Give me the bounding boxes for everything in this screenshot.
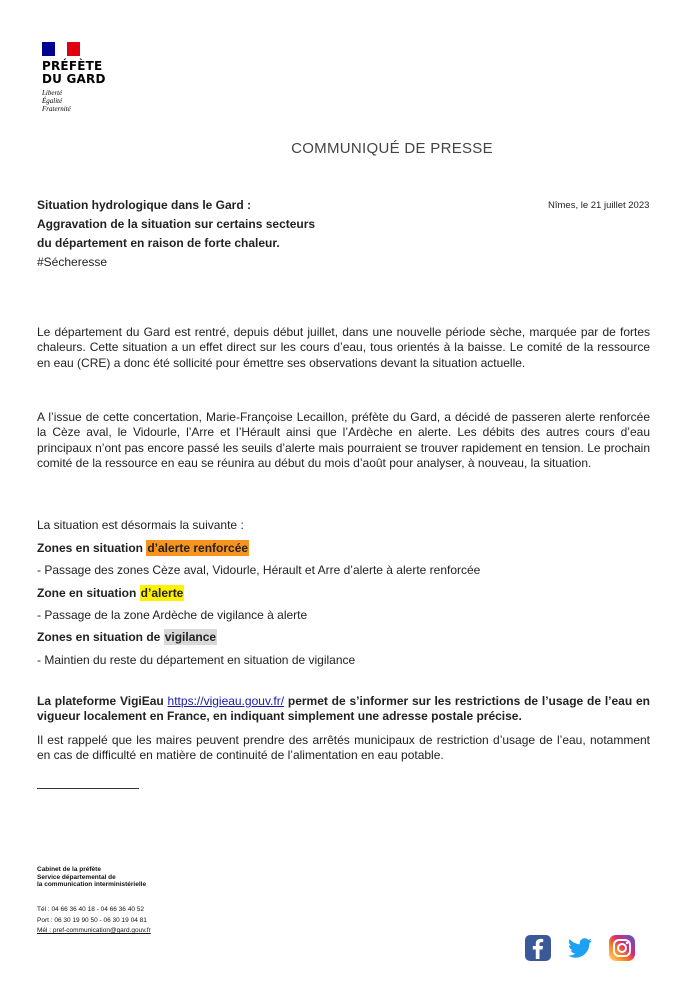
motto-liberte: Liberté [42, 89, 63, 97]
vigieau-rest: permet de s’informer sur les restrictions de l’usage de l’eau en vigueur localement en France, en indiquant simplement une adresse postale précise. [37, 694, 650, 724]
headline [37, 196, 517, 272]
marianne-flag-icon [42, 42, 80, 56]
zone-prefix: Zones en situation de [37, 630, 164, 644]
zone-title-alerte-renforcee [37, 541, 249, 555]
footer-service [37, 866, 146, 889]
zone-desc-vigilance: - Maintien du reste du département en situation de vigilance [37, 653, 356, 667]
footer-line3: la communication interministérielle [37, 881, 147, 888]
paragraph-2: A l’issue de cette concertation, Marie-Françoise Lecaillon, préfète du Gard, a décidé de passeren alerte renforcée la Cèze aval, le Vidourle, l’Arre et l’Hérault ainsi que l’Ardèche en alerte. Les débits des autres cours d’eau principaux n’ont pas encore passé les seuils d’alerte mais pourraient se trouver rapidement en tension. Le prochain comité de la ressource en eau se réunira au début du mois d’août pour analyser, à nouveau, la situation. [37, 410, 650, 470]
footer-mel[interactable]: Mél : pref-communication@gard.gouv.fr [37, 927, 151, 934]
vigieau-paragraph [37, 694, 650, 725]
vigieau-lead: La plateforme VigiEau [37, 694, 168, 708]
press-date: Nîmes, le 21 juillet 2023 [548, 200, 650, 211]
situation-intro: La situation est désormais la suivante : [37, 518, 244, 532]
facebook-icon[interactable] [524, 934, 552, 962]
vigieau-link[interactable]: https://vigieau.gouv.fr/ [167, 694, 285, 708]
zone-desc-alerte-renforcee: - Passage des zones Cèze aval, Vidourle, Hérault et Arre d’alerte à alerte renforcée [37, 563, 481, 577]
headline-line3: du département en raison de forte chaleur. [37, 236, 280, 250]
headline-line1: Situation hydrologique dans le Gard : [37, 198, 252, 212]
footer-line1: Cabinet de la préfète [37, 866, 101, 873]
zone-level-highlight: vigilance [164, 630, 217, 644]
paragraph-1: Le département du Gard est rentré, depuis début juillet, dans une nouvelle période sèche, marquée par de fortes chaleurs. Cette situation a un effet direct sur les cours d’eau, tous orientés à la baisse. Le comité de la ressource en eau (CRE) a donc été sollicité pour émettre ses observations devant la situation actuelle. [37, 325, 650, 370]
motto-fraternite: Fraternité [42, 105, 71, 113]
footer-port: Port : 06 30 19 90 50 - 06 30 19 04 81 [37, 916, 147, 924]
zone-desc-alerte: - Passage de la zone Ardèche de vigilance à alerte [37, 608, 308, 622]
separator-line [37, 788, 139, 789]
zone-title-alerte [37, 586, 184, 600]
zone-level-highlight: d’alerte [140, 586, 184, 600]
footer-contact [37, 905, 151, 937]
motto-egalite: Égalité [42, 97, 63, 105]
zone-title-vigilance [37, 630, 217, 644]
zone-prefix: Zone en situation [37, 586, 140, 600]
zone-prefix: Zones en situation [37, 541, 147, 555]
social-links [524, 934, 636, 962]
headline-line2: Aggravation de la situation sur certains secteurs [37, 217, 316, 231]
hashtag: #Sécheresse [37, 255, 108, 269]
maires-paragraph: Il est rappelé que les maires peuvent prendre des arrêtés municipaux de restriction d’usage de l’eau, notamment en cas de difficulté en matière de continuité de l’alimentation en eau potable. [37, 733, 650, 763]
instagram-icon[interactable] [608, 934, 636, 962]
twitter-icon[interactable] [566, 934, 594, 962]
zone-level-highlight: d’alerte renforcée [147, 541, 249, 555]
doc-type: COMMUNIQUÉ DE PRESSE [291, 140, 493, 157]
footer-line2: Service départemental de [37, 873, 116, 881]
org-line1: PRÉFÈTE [42, 59, 103, 73]
footer-tel: Tél : 04 66 36 40 18 - 04 66 36 40 52 [37, 906, 144, 913]
org-name [42, 60, 132, 86]
org-line2: DU GARD [42, 72, 106, 86]
prefecture-logo [42, 42, 132, 113]
